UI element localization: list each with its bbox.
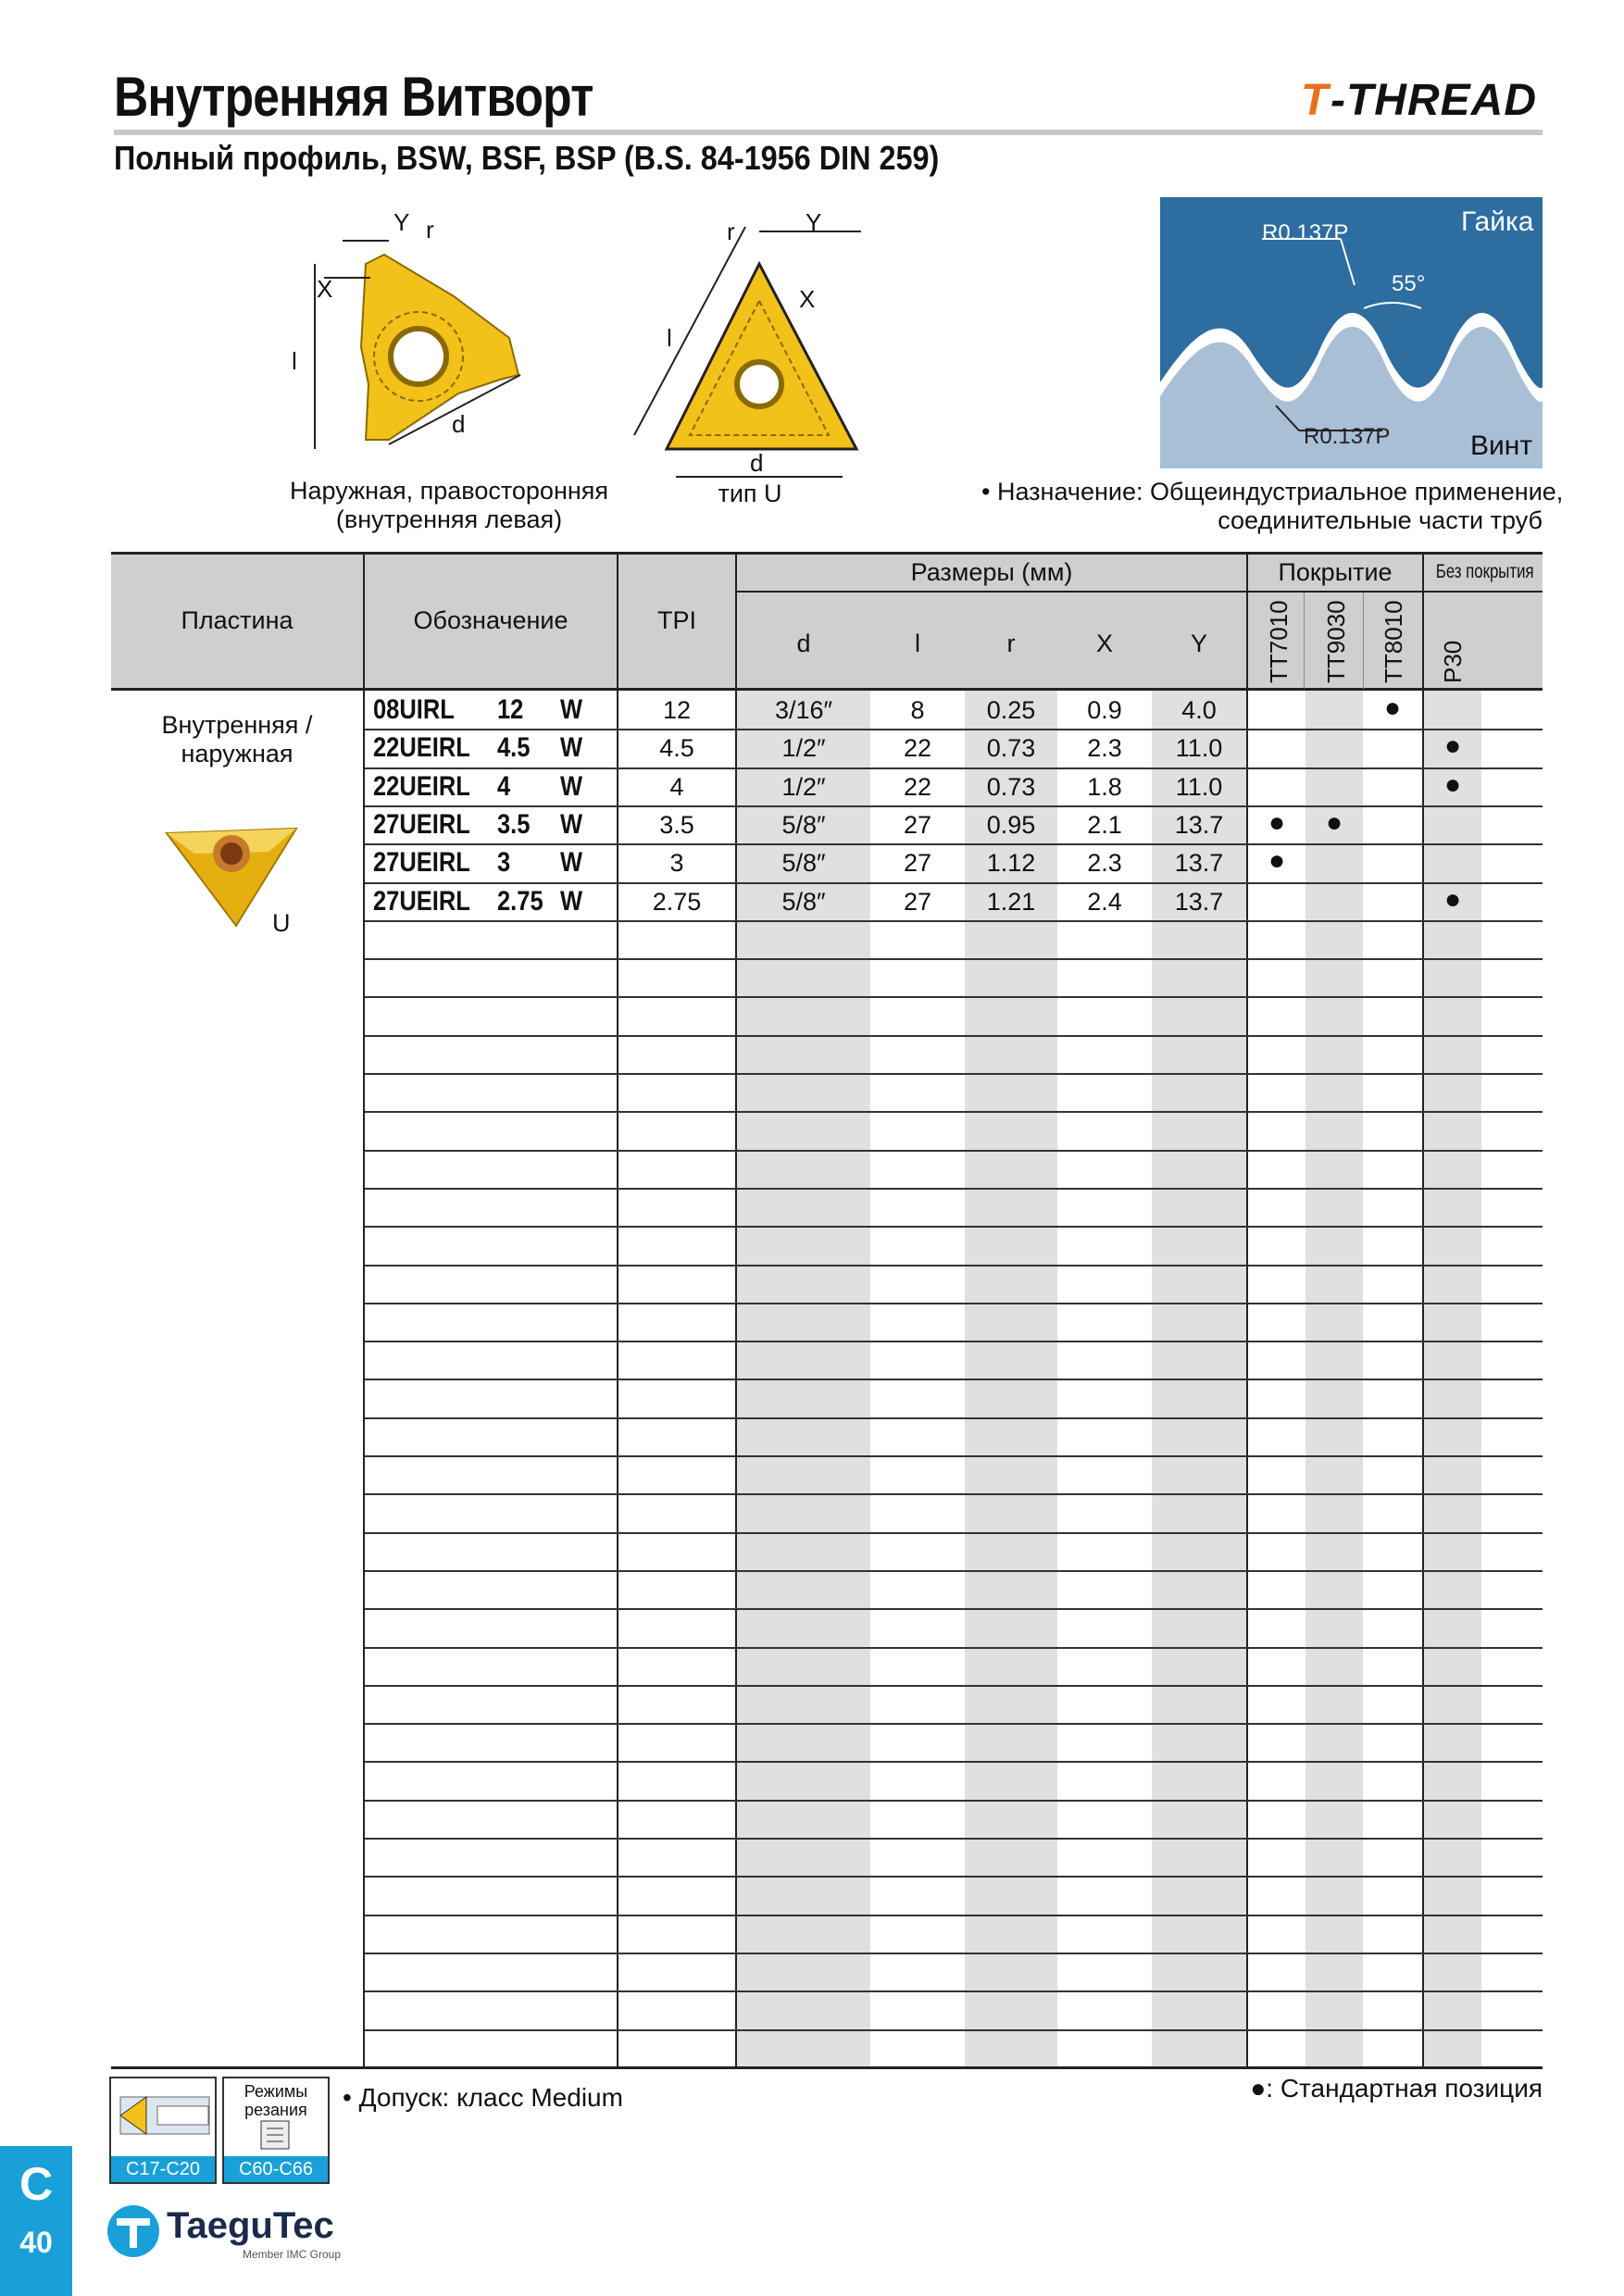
header-uncoated: Без покрытия [1435, 561, 1534, 582]
header-dim-r: r [1006, 630, 1016, 657]
grade-divider [1363, 593, 1364, 689]
row-x: 0.9 [1087, 696, 1122, 724]
row-y: 13.7 [1174, 849, 1224, 877]
header-dim-d: d [796, 630, 811, 657]
profile-radius-bottom: R0.137P [1304, 424, 1391, 449]
dim-label-l: l [292, 347, 297, 375]
row-rule [365, 1532, 1543, 1534]
insert-diagram-left [278, 208, 556, 486]
header-grade-p30: P30 [1439, 640, 1467, 683]
insert-icon-box[interactable] [109, 2077, 217, 2184]
row-rule [365, 1761, 1543, 1763]
row-rule [365, 1226, 1543, 1228]
cutting-data-icon-box[interactable] [222, 2077, 330, 2184]
row-tpi: 4.5 [659, 734, 694, 762]
row-code: 27UEIRL [373, 886, 470, 917]
header-dim-y: Y [1190, 630, 1207, 657]
mid-label-d: d [750, 449, 764, 477]
row-grade-mark: ● [1268, 807, 1286, 838]
mid-label-r: r [727, 218, 735, 245]
row-l: 27 [903, 811, 932, 839]
purpose-note [981, 478, 1564, 535]
row-suffix: W [560, 886, 583, 917]
svg-text:T: T [1301, 76, 1330, 125]
row-code: 27UEIRL [373, 847, 470, 878]
row-rule [365, 1379, 1543, 1380]
row-rule [365, 1838, 1543, 1840]
row-r: 0.95 [986, 811, 1036, 839]
header-grade-tt8010: TT8010 [1380, 600, 1407, 683]
row-rule [365, 843, 1543, 845]
section-tab[interactable] [0, 2146, 72, 2296]
row-d: 1/2″ [781, 734, 826, 762]
row-r: 0.25 [986, 696, 1036, 724]
header-grade-tt9030: TT9030 [1322, 600, 1350, 683]
t-thread-logo-graphic [1301, 72, 1542, 128]
icon2-title [224, 2078, 328, 2119]
row-y: 11.0 [1175, 773, 1223, 801]
table-bottom-rule [111, 2066, 1543, 2069]
row-rule [365, 1647, 1543, 1649]
left-caption-line1: Наружная, правосторонняя [289, 477, 609, 505]
profile-screw-label: Винт [1470, 430, 1533, 461]
header-dimensions: Размеры (мм) [910, 558, 1073, 586]
dim-label-x: X [317, 275, 333, 303]
grade-divider [1304, 593, 1305, 689]
row-grade-mark: ● [1443, 769, 1462, 800]
row-rule [365, 1188, 1543, 1190]
row-rule [365, 729, 1543, 730]
header-insert: Пластина [181, 606, 294, 634]
row-d: 5/8″ [781, 849, 826, 877]
taegutec-logo-icon [104, 2202, 163, 2261]
profile-radius-top: R0.137P [1262, 220, 1349, 245]
taegutec-logo-text: TaeguTec [167, 2205, 334, 2246]
row-tpi: 3.5 [659, 811, 694, 839]
thread-profile-image [1160, 197, 1543, 468]
row-grade-mark: ● [1443, 884, 1462, 915]
insert-photo-label: U [272, 909, 291, 937]
row-rule [365, 767, 1543, 769]
left-diagram-caption [269, 477, 630, 534]
row-code: 22UEIRL [373, 732, 470, 763]
row-r: 0.73 [986, 734, 1036, 762]
row-tpi: 12 [662, 696, 692, 724]
row-tpi: 2.75 [652, 888, 702, 916]
tolerance-bullet: • [343, 2083, 352, 2112]
row-grade-mark: ● [1268, 845, 1286, 876]
row-rule [365, 1953, 1543, 1954]
row-tpi: 3 [669, 849, 684, 877]
row-rule [365, 1303, 1543, 1304]
taegutec-logo-sub: Member IMC Group [243, 2248, 342, 2261]
page-subtitle: Полный профиль, BSW, BSF, BSP (B.S. 84-1956 DIN 259) [114, 139, 940, 177]
row-y: 4.0 [1181, 696, 1217, 724]
row-suffix: W [560, 771, 583, 802]
row-rule [365, 1111, 1543, 1113]
row-r: 0.73 [986, 773, 1036, 801]
icon2-title-line2: резания [244, 2101, 307, 2119]
header-grade-tt7010: TT7010 [1265, 600, 1293, 683]
row-grade-mark: ● [1325, 807, 1343, 838]
row-l: 8 [910, 696, 925, 724]
mid-label-x: X [799, 285, 816, 313]
row-rule [365, 1608, 1543, 1610]
page-number: 40 [19, 2226, 53, 2259]
row-size: 3 [497, 847, 511, 878]
tolerance-note [343, 2083, 623, 2113]
dim-label-d: d [452, 410, 466, 438]
row-size: 2.75 [497, 886, 543, 917]
row-d: 3/16″ [774, 696, 833, 724]
row-d: 5/8″ [781, 888, 826, 916]
row-d: 1/2″ [781, 773, 826, 801]
row-suffix: W [560, 847, 583, 878]
row-rule [365, 958, 1543, 960]
row-x: 2.4 [1087, 888, 1122, 916]
row-rule [365, 1685, 1543, 1687]
dim-label-r: r [426, 216, 434, 243]
row-rule [365, 1150, 1543, 1152]
row-rule [365, 1915, 1543, 1916]
insert-diagram-middle [620, 208, 880, 491]
svg-text:-THREAD: -THREAD [1330, 76, 1537, 125]
row-rule [365, 1265, 1543, 1267]
row-rule [365, 1990, 1543, 1992]
row-code: 08UIRL [373, 694, 455, 725]
row-y: 13.7 [1174, 811, 1224, 839]
cutting-data-icon [224, 2119, 328, 2152]
row-r: 1.12 [986, 849, 1036, 877]
header-designation: Обозначение [413, 606, 568, 634]
taegutec-logo [104, 2202, 344, 2266]
row-rule [365, 805, 1543, 807]
standard-text: : Стандартная позиция [1266, 2074, 1543, 2103]
row-x: 1.8 [1087, 773, 1122, 801]
row-l: 27 [903, 849, 932, 877]
row-suffix: W [560, 732, 583, 763]
icon2-title-line1: Режимы [244, 2082, 308, 2101]
row-size: 3.5 [497, 809, 531, 840]
row-rule [365, 996, 1543, 998]
row-rule [365, 1723, 1543, 1725]
standard-mark: ● [1250, 2074, 1267, 2103]
middle-diagram-caption: тип U [718, 480, 782, 507]
row-rule [365, 1455, 1543, 1457]
insert-type [111, 711, 363, 768]
profile-nut-label: Гайка [1461, 206, 1534, 237]
mid-label-y: Y [806, 208, 822, 236]
row-code: 27UEIRL [373, 809, 470, 840]
row-l: 27 [903, 888, 932, 916]
row-rule [365, 1073, 1543, 1075]
icon2-label: C60-C66 [224, 2156, 328, 2182]
row-x: 2.1 [1087, 811, 1122, 839]
row-rule [365, 1341, 1543, 1342]
row-tpi: 4 [669, 773, 684, 801]
row-suffix: W [560, 694, 583, 725]
row-rule [365, 920, 1543, 922]
section-letter: C [19, 2158, 54, 2210]
icon1-label: C17-C20 [111, 2156, 215, 2182]
row-d: 5/8″ [781, 811, 826, 839]
header-dim-x: X [1095, 630, 1113, 657]
row-suffix: W [560, 809, 583, 840]
row-rule [365, 1876, 1543, 1878]
row-size: 12 [497, 694, 524, 725]
row-l: 22 [903, 773, 932, 801]
mid-label-l: l [667, 324, 672, 352]
header-tpi: TPI [656, 606, 696, 634]
row-rule [365, 882, 1543, 884]
row-rule [365, 1800, 1543, 1802]
header-rule [114, 130, 1543, 135]
insert-holder-icon [111, 2078, 215, 2152]
row-rule [365, 1493, 1543, 1495]
row-rule [365, 1570, 1543, 1572]
row-x: 2.3 [1087, 849, 1122, 877]
purpose-line1: Назначение: Общеиндустриальное применение, [996, 478, 1564, 505]
table-top-rule [111, 552, 1543, 555]
row-l: 22 [903, 734, 932, 762]
row-size: 4 [497, 771, 511, 802]
tolerance-text: Допуск: класс Medium [358, 2083, 623, 2112]
page-title: Внутренняя Витворт [114, 66, 593, 128]
purpose-line2: соединительные части труб [1218, 506, 1543, 534]
row-code: 22UEIRL [373, 771, 470, 802]
purpose-bullet: • [981, 478, 991, 505]
header-dim-l: l [915, 630, 920, 657]
standard-legend [1204, 2074, 1543, 2103]
row-r: 1.21 [986, 888, 1036, 916]
row-grade-mark: ● [1443, 730, 1462, 761]
profile-angle: 55° [1392, 271, 1426, 296]
row-rule [365, 1035, 1543, 1037]
row-rule [365, 1417, 1543, 1419]
row-y: 13.7 [1174, 888, 1224, 916]
left-caption-line2: (внутренняя левая) [335, 505, 563, 533]
row-grade-mark: ● [1383, 693, 1402, 723]
header-coating: Покрытие [1278, 558, 1393, 586]
insert-type-line1: Внутренняя / [161, 711, 313, 739]
dim-label-y: Y [394, 208, 410, 236]
row-x: 2.3 [1087, 734, 1122, 762]
row-rule [365, 2029, 1543, 2031]
row-y: 11.0 [1175, 734, 1223, 762]
insert-type-line2: наружная [181, 740, 294, 767]
row-size: 4.5 [497, 732, 531, 763]
